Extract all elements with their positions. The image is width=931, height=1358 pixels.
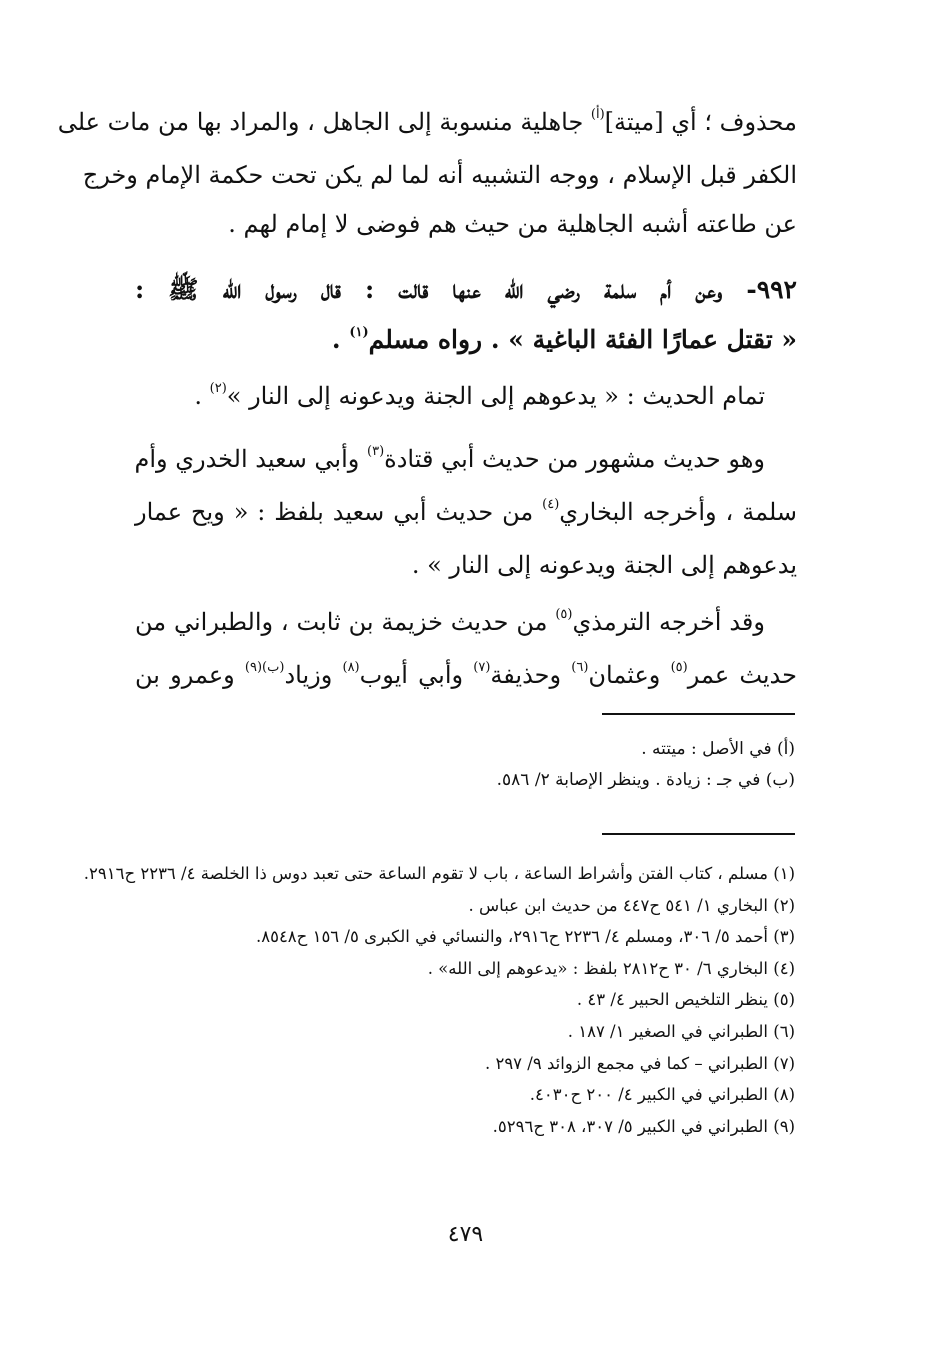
variant-note: (ب) في جـ : زيادة . وينظر الإصابة ٢/ ٥٨٦. [496, 770, 795, 790]
text-run: حديث عمر [687, 661, 797, 689]
text-run: من حديث أبي سعيد بلفظ : « ويح عمار [135, 498, 543, 526]
footnote-marker: (ب)(٩) [244, 660, 285, 675]
text-line [135, 651, 797, 704]
paragraph-explanation [57, 98, 797, 249]
text-run: جاهلية منسوبة إلى الجاهل ، والمراد بها من مات على [57, 108, 591, 136]
text-run: وعمرو بن [135, 661, 245, 689]
paragraph-tamam [135, 372, 797, 425]
footnote: (٨) الطبراني في الكبير ٤/ ٢٠٠ ح٤٠٣٠. [529, 1085, 795, 1105]
text-run: وحذيفة [490, 661, 572, 689]
page-number: ٤٧٩ [447, 1222, 484, 1247]
text-run: « تقتل عمارًا الفئة الباغية » . رواه مسلم [368, 325, 797, 354]
footnote-marker: (٢) [209, 381, 227, 396]
text-run: وأبي سعيد الخدري وأم [134, 445, 367, 473]
text-run: تمام الحديث : « يدعوهم إلى الجنة ويدعونه إلى النار » [226, 382, 765, 410]
text-run: وعثمان [588, 661, 671, 689]
footnote-marker: (٥) [555, 607, 573, 622]
footnote: (٤) البخاري ٦/ ٣٠ ح٢٨١٢ بلفظ : «يدعوهم إلى الله» . [427, 958, 795, 978]
footnote-marker: (٣) [367, 444, 385, 459]
footnote-marker: (٦) [571, 660, 589, 675]
note-marker: (أ) [590, 107, 605, 122]
footnote: (٢) البخاري ١/ ٥٤١ ح٤٤٧ من حديث ابن عباس . [468, 895, 795, 915]
paragraph-tabarani [135, 598, 797, 704]
footnote: (٩) الطبراني في الكبير ٥/ ٣٠٧، ٣٠٨ ح٥٢٩٦. [492, 1116, 795, 1136]
footnote-marker: (٧) [473, 660, 491, 675]
paragraph-takhrij [135, 435, 797, 590]
variant-notes-rule [602, 713, 795, 715]
text-line [135, 372, 765, 425]
text-line: عن طاعته أشبه الجاهلية من حيث هم فوضى لا إمام لهم . [228, 210, 797, 238]
footnote-marker: (١) [349, 325, 369, 340]
variant-notes [135, 734, 795, 796]
footnote: (٧) الطبراني – كما في مجمع الزوائد ٩/ ٢٩٧ . [484, 1053, 795, 1073]
text-line [135, 488, 797, 541]
text-line [135, 598, 797, 651]
text-line: الكفر قبل الإسلام ، ووجه التشبيه أنه لما لم يكن تحت حكمة الإمام وخرج [82, 161, 797, 189]
text-run: وزياد [284, 661, 343, 689]
hadith-line: ٩٩٢- وعن أم سلمة رضي الله عنها قالت : قال رسول الله ﷺ : [135, 275, 797, 304]
footnote-marker: (٨) [342, 660, 360, 675]
footnote: (٥) ينظر التلخيص الحبير ٤/ ٤٣ . [576, 990, 795, 1010]
footnote: (٦) الطبراني في الصغير ١/ ١٨٧ . [567, 1021, 795, 1041]
text-line [135, 435, 797, 488]
text-run: . [194, 382, 210, 410]
text-run: من حديث خزيمة بن ثابت ، والطبراني من [135, 608, 556, 636]
footnotes [83, 858, 795, 1142]
text-run: سلمة ، وأخرجه البخاري [559, 498, 797, 526]
text-line [57, 98, 797, 151]
text-line: يدعوهم إلى الجنة ويدعونه إلى النار » . [411, 551, 797, 579]
footnote: (١) مسلم ، كتاب الفتن وأشراط الساعة ، باب لا تقوم الساعة حتى تعبد دوس ذا الخلصة ٤/ ٢٢٣٦ ح٢٩١٦. [83, 864, 795, 883]
variant-note: (أ) في الأصل : ميتته . [641, 739, 795, 759]
text-run: . [331, 325, 350, 354]
footnote: (٣) أحمد ٥/ ٣٠٦، ومسلم ٤/ ٢٢٣٦ ح٢٩١٦، والنسائي في الكبرى ٥/ ١٥٦ ح٨٥٤٨. [255, 927, 795, 947]
footnote-marker: (٥) [670, 660, 688, 675]
text-run: محذوف ؛ أي [ميتة] [604, 108, 797, 136]
text-run: وقد أخرجه الترمذي [572, 608, 765, 636]
hadith-line [135, 315, 797, 370]
footnote-marker: (٤) [542, 497, 560, 512]
hadith-992 [135, 265, 797, 370]
text-run: وأبي أيوب [359, 661, 474, 689]
text-run: وهو حديث مشهور من حديث أبي قتادة [384, 445, 765, 473]
footnotes-rule [602, 833, 795, 835]
